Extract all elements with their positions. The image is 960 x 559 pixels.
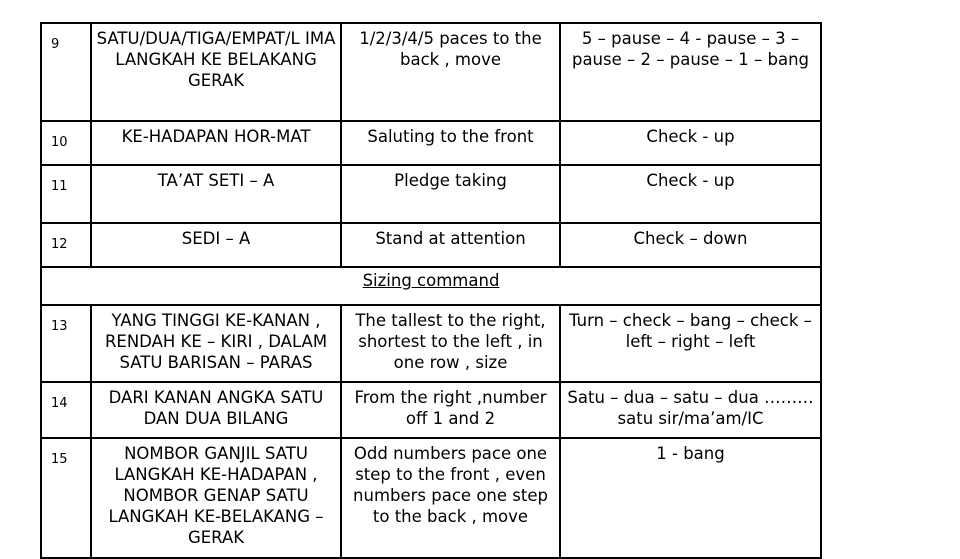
count-sequence: 1 - bang	[560, 438, 821, 558]
english-translation: The tallest to the right, shortest to the left , in one row , size	[341, 305, 560, 382]
row-number: 9	[41, 23, 91, 121]
count-sequence: Check - up	[560, 165, 821, 223]
count-sequence: Check - up	[560, 121, 821, 165]
count-sequence: Satu – dua – satu – dua ……… satu sir/ma’am/IC	[560, 382, 821, 438]
count-sequence: 5 – pause – 4 - pause – 3 – pause – 2 – pause – 1 – bang	[560, 23, 821, 121]
malay-command: SATU/DUA/TIGA/EMPAT/L IMA LANGKAH KE BELAKANG GERAK	[91, 23, 341, 121]
row-number: 15	[41, 438, 91, 558]
malay-command: KE-HADAPAN HOR-MAT	[91, 121, 341, 165]
row-number: 13	[41, 305, 91, 382]
count-sequence: Check – down	[560, 223, 821, 267]
table-row	[41, 23, 821, 121]
section-header-row	[41, 267, 821, 305]
table-row	[41, 305, 821, 382]
english-translation: Saluting to the front	[341, 121, 560, 165]
section-title: Sizing command	[362, 271, 500, 290]
row-number: 11	[41, 165, 91, 223]
table-row	[41, 121, 821, 165]
malay-command: SEDI – A	[91, 223, 341, 267]
section-header	[41, 267, 821, 305]
row-number: 14	[41, 382, 91, 438]
malay-command: NOMBOR GANJIL SATU LANGKAH KE-HADAPAN , NOMBOR GENAP SATU LANGKAH KE-BELAKANG – GERAK	[91, 438, 341, 558]
row-number: 12	[41, 223, 91, 267]
english-translation: From the right ,number off 1 and 2	[341, 382, 560, 438]
malay-command: TA’AT SETI – A	[91, 165, 341, 223]
count-sequence: Turn – check – bang – check – left – right – left	[560, 305, 821, 382]
malay-command: DARI KANAN ANGKA SATU DAN DUA BILANG	[91, 382, 341, 438]
malay-command: YANG TINGGI KE-KANAN , RENDAH KE – KIRI , DALAM SATU BARISAN – PARAS	[91, 305, 341, 382]
table-row	[41, 382, 821, 438]
english-translation: Odd numbers pace one step to the front , even numbers pace one step to the back , move	[341, 438, 560, 558]
row-number: 10	[41, 121, 91, 165]
english-translation: Pledge taking	[341, 165, 560, 223]
table-row	[41, 438, 821, 558]
table-row	[41, 165, 821, 223]
table-row	[41, 223, 821, 267]
english-translation: Stand at attention	[341, 223, 560, 267]
drill-command-table	[40, 22, 822, 559]
english-translation: 1/2/3/4/5 paces to the back , move	[341, 23, 560, 121]
